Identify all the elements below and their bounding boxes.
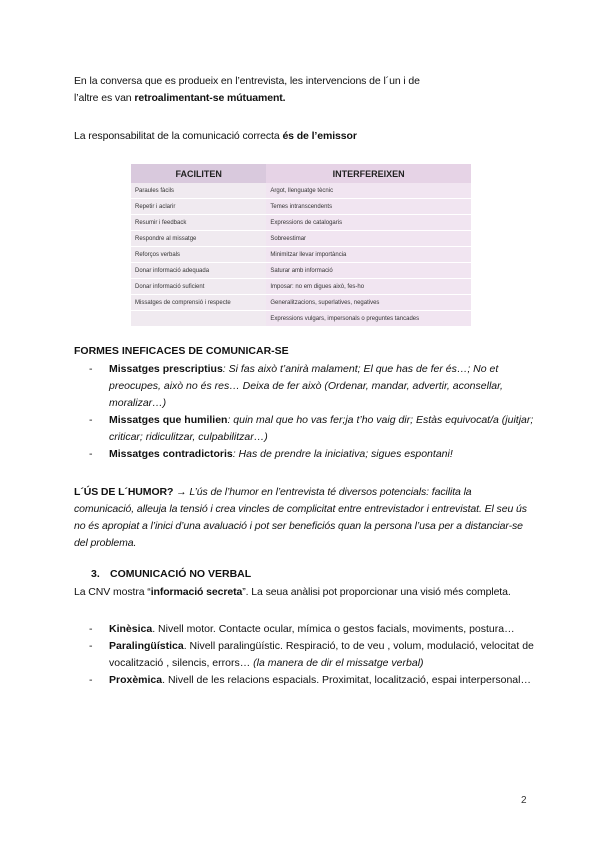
table-header-facilitate: FACILITEN [131, 164, 266, 183]
section-number: 3. [91, 568, 100, 580]
cell-interfere: Minimitzar llevar importància [266, 247, 471, 263]
cell-interfere: Temes intranscendents [266, 199, 471, 215]
cell-facilitate: Missatges de comprensió i respecte [131, 295, 266, 311]
cell-facilitate: Reforços verbals [131, 247, 266, 263]
cell-interfere: Imposar: no em digues això, fes-ho [266, 279, 471, 295]
nonverbal-intro [74, 584, 534, 601]
intro-line-2: l’altre es van [74, 92, 135, 104]
nonverbal-intro-text-2: ”. La seua anàlisi pot proporcionar una visió més completa. [242, 586, 511, 598]
cell-facilitate [131, 311, 266, 327]
list-item-text: : Si fas això t’anirà malament; El que has de fer és…; No et preocupes, això no és res… Deixa de fer això (Ordenar, mandar, advertir, aconsellar, moralizar…) [109, 363, 503, 409]
humor-paragraph [74, 484, 534, 552]
intro-emphasis: retroalimentant-se mútuament. [134, 92, 286, 104]
list-item-text: . Nivell paralingüístic. Respiració, to de veu , volum, modulació, velocitat de vocalització , silencis, errors… [109, 640, 534, 669]
list-item-text: : quin mal que ho vas fer;ja t’ho vaig dir; Estàs equivocat/a (juitjar; criticar; ridiculitzar, culpabilitzar…) [109, 414, 534, 443]
list-item-text: . Nivell de les relacions espacials. Proximitat, localització, espai interpersonal… [162, 674, 531, 686]
list-item: - Missatges que humilien: quin mal que ho vas fer;ja t’ho vaig dir; Estàs equivocat/a (juitjar; criticar; ridiculitzar, culpabilitzar…) [89, 414, 534, 443]
cell-interfere: Argot, llenguatge tècnic [266, 183, 471, 199]
ineffective-list [86, 361, 546, 463]
table-row [131, 247, 471, 263]
intro-paragraph [74, 73, 494, 107]
table-row [131, 279, 471, 295]
list-item: - Proxèmica. Nivell de les relacions espacials. Proximitat, localització, espai interpersonal… [89, 674, 531, 686]
arrow-icon: → [176, 486, 187, 498]
table-row [131, 183, 471, 199]
table-row [131, 231, 471, 247]
cell-facilitate: Respondre al missatge [131, 231, 266, 247]
cell-interfere: Sobreestimar [266, 231, 471, 247]
cell-facilitate: Resumir i feedback [131, 215, 266, 231]
list-item: - Missatges contradictoris: Has de prendre la iniciativa; sigues espontani! [89, 448, 453, 460]
table-header-interfere: INTERFEREIXEN [266, 164, 471, 183]
cell-interfere: Expressions de catalogaris [266, 215, 471, 231]
cell-interfere: Saturar amb informació [266, 263, 471, 279]
intro-line-1: En la conversa que es produeix en l’entrevista, les intervencions de l´un i de [74, 75, 420, 87]
table-row [131, 295, 471, 311]
table-body [131, 183, 471, 327]
section-title-nonverbal: COMUNICACIÓ NO VERBAL [110, 568, 252, 580]
list-item-term: Proxèmica [109, 674, 163, 686]
list-item-term: Missatges contradictoris [109, 448, 233, 460]
humor-heading: L´ÚS DE L´HUMOR? [74, 486, 177, 498]
list-item-text: . Nivell motor. Contacte ocular, mímica o gestos facials, moviments, postura… [152, 623, 515, 635]
table-row [131, 311, 471, 327]
cell-interfere: Expressions vulgars, impersonals o preguntes tancades [266, 311, 471, 327]
list-item: - Missatges prescriptius: Si fas això t’anirà malament; El que has de fer és…; No et preocupes, això no és res… Deixa de fer això (Ordenar, mandar, advertir, aconsellar, moralizar…) [89, 363, 503, 409]
list-item-text: : Has de prendre la iniciativa; sigues espontani! [232, 448, 453, 460]
list-item-note: (la manera de dir el missatge verbal) [253, 657, 424, 669]
nonverbal-intro-text: La CNV mostra “ [74, 586, 151, 598]
responsibility-text: La responsabilitat de la comunicació correcta [74, 130, 283, 142]
list-item-term: Paralingüística [109, 640, 184, 652]
table-row [131, 199, 471, 215]
table-row [131, 263, 471, 279]
cell-interfere: Generalitzacions, superlatives, negatives [266, 295, 471, 311]
responsibility-paragraph [74, 128, 357, 145]
list-item-term: Kinèsica [109, 623, 153, 635]
table-row [131, 215, 471, 231]
cell-facilitate: Donar informació suficient [131, 279, 266, 295]
list-item: - Paralingüística. Nivell paralingüístic. Respiració, to de veu , volum, modulació, velocitat de vocalització , silencis, errors… (la manera de dir el missatge verbal) [89, 640, 534, 669]
responsibility-emphasis: és de l’emissor [282, 130, 357, 142]
nonverbal-list [86, 621, 546, 689]
list-item-term: Missatges que humilien [109, 414, 228, 426]
cell-facilitate: Repetir i aclarir [131, 199, 266, 215]
humor-text: L’ús de l’humor en l’entrevista té diversos potencials: facilita la comunicació, alleuja la tensió i crea vincles de complicitat entre entrevistador i entrevistat. El seu ús no és apropiat a l’inici d’una avaluació i pot ser beneficiós quan la persona l’usa per a distanciar-se del problema. [74, 486, 527, 549]
cell-facilitate: Donar informació adequada [131, 263, 266, 279]
communication-table [131, 164, 471, 327]
list-item: - Kinèsica. Nivell motor. Contacte ocular, mímica o gestos facials, moviments, postura… [89, 623, 515, 635]
list-item-term: Missatges prescriptius [109, 363, 223, 375]
cell-facilitate: Paraules fàcils [131, 183, 266, 199]
page-number: 2 [521, 795, 527, 806]
nonverbal-intro-emphasis: informació secreta [150, 586, 243, 598]
section-title-ineffective: FORMES INEFICACES DE COMUNICAR-SE [74, 345, 289, 357]
